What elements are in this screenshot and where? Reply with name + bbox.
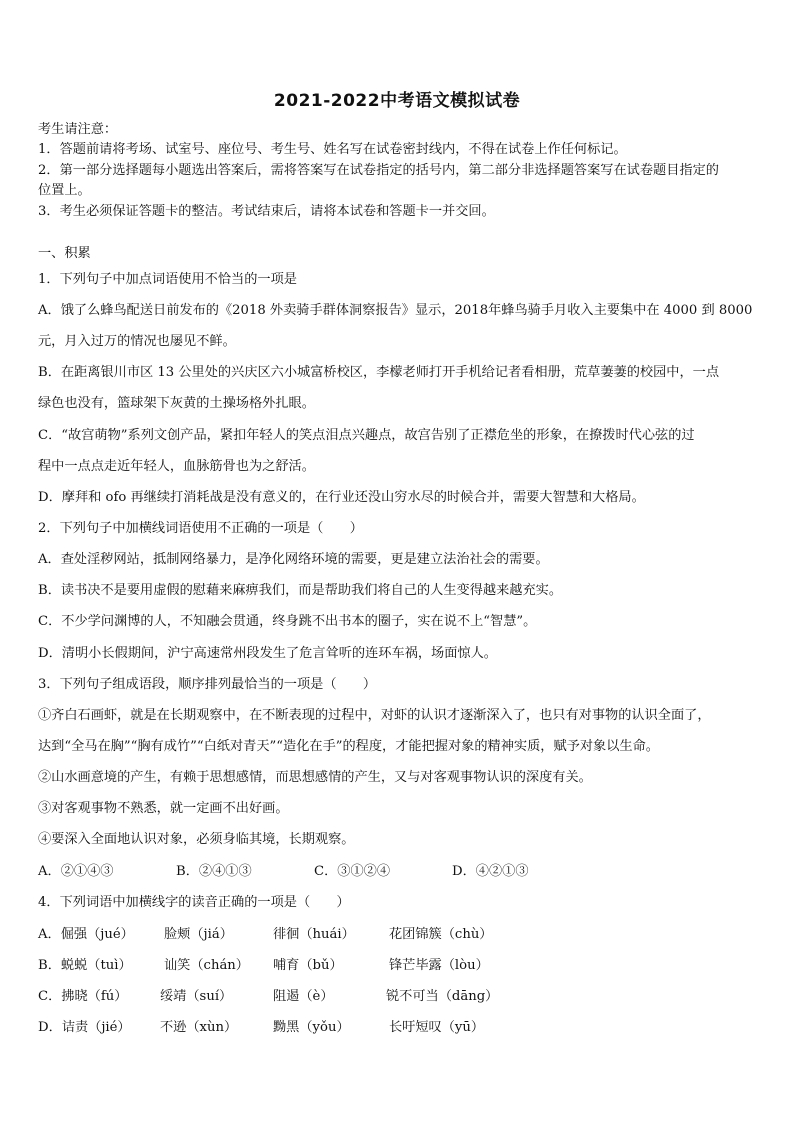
question-line: B．读书决不是要用虚假的慰藉来麻痹我们，而是帮助我们将自己的人生变得越来越充实。 <box>38 583 562 598</box>
question-stem: 3．下列句子组成语段，顺序排列最恰当的一项是（ ） <box>38 677 377 692</box>
answer-option: D．④②①③ <box>452 864 529 879</box>
question-line: 达到“全马在胸”“胸有成竹”“白纸对青天”“造化在手”的程度，才能把握对象的精神实质，赋予对象以生命。 <box>38 739 659 754</box>
question-line: A．饿了么蜂鸟配送日前发布的《2018 外卖骑手群体洞察报告》显示，2018年蜂鸟骑手月收入主要集中在 4000 到 8000 <box>38 303 753 318</box>
question-line: 程中一点点走近年轻人，血脉筋骨也为之舒活。 <box>38 459 315 474</box>
pinyin-item: 徘徊（huái） <box>273 927 355 942</box>
pinyin-item: 绥靖（suí） <box>160 989 233 1004</box>
section-heading: 一、积累 <box>38 246 91 261</box>
question-line: C．“故宫萌物”系列文创产品，紧扣年轻人的笑点泪点兴趣点，故宫告别了正襟危坐的形象，在撩拨时代心弦的过 <box>38 428 695 443</box>
pinyin-item: 黝黑（yǒu） <box>273 1020 350 1035</box>
question-line: A．查处淫秽网站，抵制网络暴力，是净化网络环境的需要，更是建立法治社会的需要。 <box>38 552 549 567</box>
pinyin-item: 锋芒毕露（lòu） <box>389 958 489 973</box>
pinyin-item: 锐不可当（dāng） <box>386 989 499 1004</box>
pinyin-item: 不逊（xùn） <box>160 1020 238 1035</box>
question-stem: 1．下列句子中加点词语使用不恰当的一项是 <box>38 272 297 287</box>
pinyin-item: 脸颊（jiá） <box>164 927 233 942</box>
pinyin-item: C．拂晓（fú） <box>38 989 128 1004</box>
notice-item: 位置上。 <box>38 183 91 198</box>
question-line: 绿色也没有，篮球架下灰黄的土操场格外扎眼。 <box>38 396 315 411</box>
question-stem: 2．下列句子中加横线词语使用不正确的一项是（ ） <box>38 521 363 536</box>
page-title: 2021-2022中考语文模拟试卷 <box>273 91 521 111</box>
question-line: ④要深入全面地认识对象，必须身临其境，长期观察。 <box>38 832 355 847</box>
question-line: ③对客观事物不熟悉，就一定画不出好画。 <box>38 801 289 816</box>
question-stem: 4．下列词语中加横线字的读音正确的一项是（ ） <box>38 895 350 910</box>
question-line: ①齐白石画虾，就是在长期观察中，在不断表现的过程中，对虾的认识才逐渐深入了，也只有对事物的认识全面了， <box>38 708 711 723</box>
pinyin-item: A．倔强（jué） <box>38 927 134 942</box>
pinyin-item: 长吁短叹（yū） <box>389 1020 485 1035</box>
question-line: 元，月入过万的情况也屡见不鲜。 <box>38 334 236 349</box>
question-line: B．在距离银川市区 13 公里处的兴庆区六小城富桥校区，李檬老师打开手机给记者看相册，荒草萋萋的校园中，一点 <box>38 365 720 380</box>
pinyin-item: 讪笑（chán） <box>164 958 249 973</box>
answer-option: A．②①④③ <box>38 864 114 879</box>
answer-option: B．②④①③ <box>176 864 252 879</box>
question-line: D．清明小长假期间，沪宁高速常州段发生了危言耸听的连环车祸，场面惊人。 <box>38 646 497 661</box>
pinyin-item: 阻遏（è） <box>273 989 334 1004</box>
notice-item: 2．第一部分选择题每小题选出答案后，需将答案写在试卷指定的括号内，第二部分非选择题答案写在试卷题目指定的 <box>38 163 719 178</box>
notice-heading: 考生请注意： <box>38 122 118 137</box>
notice-item: 1．答题前请将考场、试室号、座位号、考生号、姓名写在试卷密封线内，不得在试卷上作任何标记。 <box>38 142 627 157</box>
notice-item: 3．考生必须保证答题卡的整洁。考试结束后，请将本试卷和答题卡一并交回。 <box>38 204 495 219</box>
pinyin-item: D．诘责（jié） <box>38 1020 131 1035</box>
pinyin-item: B．蜕蜕（tuì） <box>38 958 132 973</box>
question-line: ②山水画意境的产生，有赖于思想感情，而思想感情的产生，又与对客观事物认识的深度有关。 <box>38 770 592 785</box>
question-line: D．摩拜和 ofo 再继续打消耗战是没有意义的，在行业还没山穷水尽的时候合并，需要大智慧和大格局。 <box>38 490 645 505</box>
pinyin-item: 花团锦簇（chù） <box>389 927 493 942</box>
answer-option: C．③①②④ <box>314 864 391 879</box>
question-line: C．不少学问渊博的人，不知融会贯通，终身跳不出书本的圈子，实在说不上“智慧”。 <box>38 614 537 629</box>
pinyin-item: 哺育（bǔ） <box>273 958 343 973</box>
